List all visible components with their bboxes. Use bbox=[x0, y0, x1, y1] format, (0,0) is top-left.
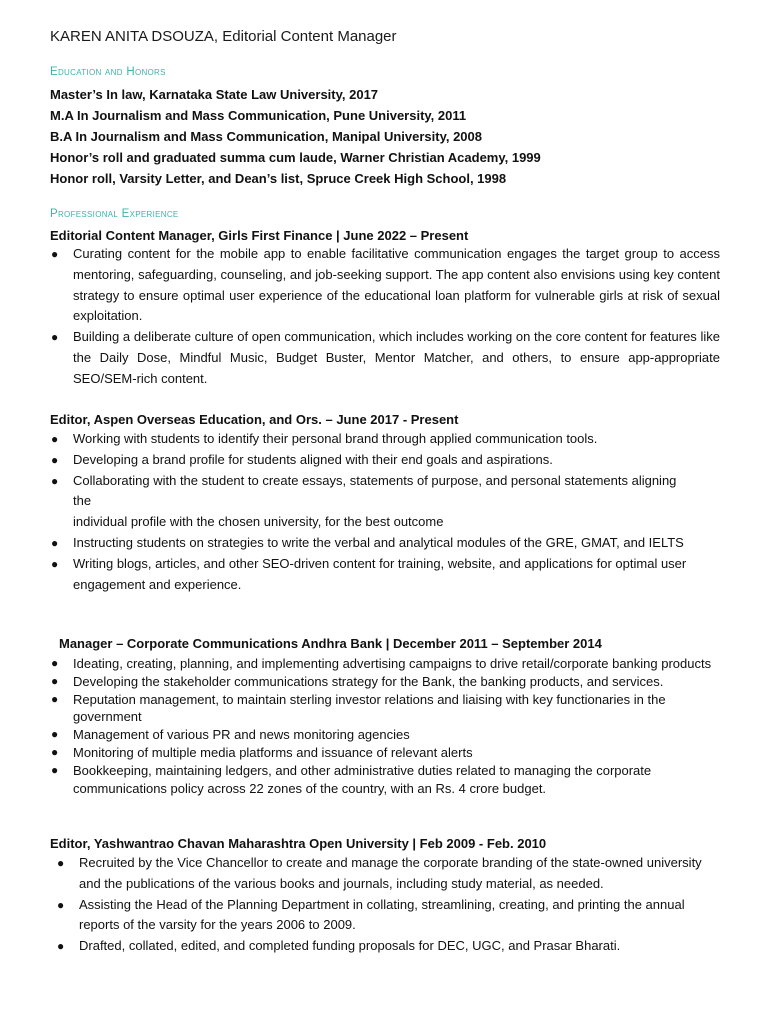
job-title: Editor, Aspen Overseas Education, and Ors. – June 2017 - Present bbox=[50, 412, 459, 427]
bullet-glyph: ● bbox=[51, 673, 59, 688]
job-bullet: ● Developing the stakeholder communications strategy for the Bank, the banking products, and services. bbox=[51, 673, 664, 689]
job-bullet: ● Building a deliberate culture of open communication, which includes working on the core content for features like the Daily Dose, Mindful Music, Budget Buster, Mentor Matcher, and others, to ensure app-appropriate SEO/SEM-rich content. bbox=[51, 329, 720, 386]
job-bullet: ● Assisting the Head of the Planning Department in collating, streamlining, creating, and printing the annual reports of the varsity for the years 2006 to 2009. bbox=[57, 896, 685, 933]
job-bullet: ● Reputation management, to maintain sterling investor relations and liaising with key functionaries in the government bbox=[51, 691, 666, 725]
bullet-glyph: ● bbox=[51, 535, 59, 550]
bullet-glyph: ● bbox=[51, 656, 59, 670]
name-heading: KAREN ANITA DSOUZA, Editorial Content Manager bbox=[50, 28, 397, 45]
education-item: Honor’s roll and graduated summa cum laude, Warner Christian Academy, 1999 bbox=[50, 150, 541, 165]
job-bullet: ● Writing blogs, articles, and other SEO-driven content for training, website, and applications for optimal user engagement and experience. bbox=[51, 555, 687, 592]
job-bullet: ● Monitoring of multiple media platforms and issuance of relevant alerts bbox=[51, 744, 473, 760]
job-ycmou bbox=[50, 836, 720, 957]
education-item: B.A In Journalism and Mass Communication, Manipal University, 2008 bbox=[50, 129, 482, 144]
education-section-title: Education and Honors bbox=[50, 66, 166, 78]
education-item: M.A In Journalism and Mass Communication, Pune University, 2011 bbox=[50, 108, 467, 123]
job-bullet: ● Working with students to identify their personal brand through applied communication tools. bbox=[50, 429, 720, 450]
job-bullet: ● Drafted, collated, edited, and completed funding proposals for DEC, UGC, and Prasar Bharati. bbox=[56, 936, 720, 957]
job-title: Editor, Yashwantrao Chavan Maharashtra Open University | Feb 2009 - Feb. 2010 bbox=[50, 836, 547, 851]
experience-section-title: Professional Experience bbox=[50, 208, 179, 220]
job-bullet: ● Developing a brand profile for students aligned with their end goals and aspirations. bbox=[50, 450, 720, 471]
job-bullet-continuation: individual profile with the chosen university, for the best outcome bbox=[73, 514, 444, 530]
bullet-glyph: ● bbox=[51, 727, 59, 742]
job-bullet: ● Recruited by the Vice Chancellor to create and manage the corporate branding of the state-owned university and the publications of the various books and journals, including study material, as needed. bbox=[57, 855, 702, 891]
bullet-glyph: ● bbox=[51, 691, 59, 706]
bullet-glyph: ● bbox=[51, 473, 59, 488]
education-list bbox=[50, 84, 720, 189]
job-girls-first-finance bbox=[50, 228, 720, 390]
bullet-glyph: ● bbox=[51, 744, 59, 759]
job-title: Editorial Content Manager, Girls First Finance | June 2022 – Present bbox=[50, 228, 469, 243]
bullet-glyph: ● bbox=[51, 762, 59, 777]
job-bullet: ● Instructing students on strategies to write the verbal and analytical modules of the GRE, GMAT, and IELTS bbox=[50, 533, 720, 554]
bullet-glyph: ● bbox=[51, 452, 59, 467]
job-bullet: ● Collaborating with the student to create essays, statements of purpose, and personal statements aligning the bbox=[51, 472, 677, 509]
bullet-glyph: ● bbox=[51, 432, 59, 446]
bullet-glyph: ● bbox=[51, 247, 59, 261]
job-andhra-bank bbox=[50, 636, 720, 797]
job-bullet: ● Management of various PR and news monitoring agencies bbox=[51, 727, 410, 743]
job-bullet: ● Curating content for the mobile app to enable facilitative communication engages the target group to access mentoring, safeguarding, counseling, and job-seeking support. The app content also envisions using key content strategy to ensure optimal user experience of the educational loan platform for vulnerable girls at risk of sexual exploitation. bbox=[51, 246, 720, 324]
bullet-glyph: ● bbox=[51, 556, 59, 571]
education-item: Honor roll, Varsity Letter, and Dean’s list, Spruce Creek High School, 1998 bbox=[50, 171, 507, 186]
bullet-glyph: ● bbox=[57, 897, 65, 912]
bullet-glyph: ● bbox=[57, 856, 65, 870]
job-bullet: ● Ideating, creating, planning, and implementing advertising campaigns to drive retail/corporate banking products bbox=[51, 656, 712, 671]
bullet-glyph: ● bbox=[57, 939, 65, 954]
job-aspen-overseas bbox=[50, 412, 720, 595]
education-item: Master’s In law, Karnataka State Law University, 2017 bbox=[50, 87, 379, 102]
job-bullet: ● Bookkeeping, maintaining ledgers, and other administrative duties related to managing the corporate communications policy across 22 zones of the country, with an Rs. 4 crore budget. bbox=[51, 762, 652, 796]
job-title: Manager – Corporate Communications Andhra Bank | December 2011 – September 2014 bbox=[59, 636, 602, 651]
bullet-glyph: ● bbox=[51, 330, 59, 345]
